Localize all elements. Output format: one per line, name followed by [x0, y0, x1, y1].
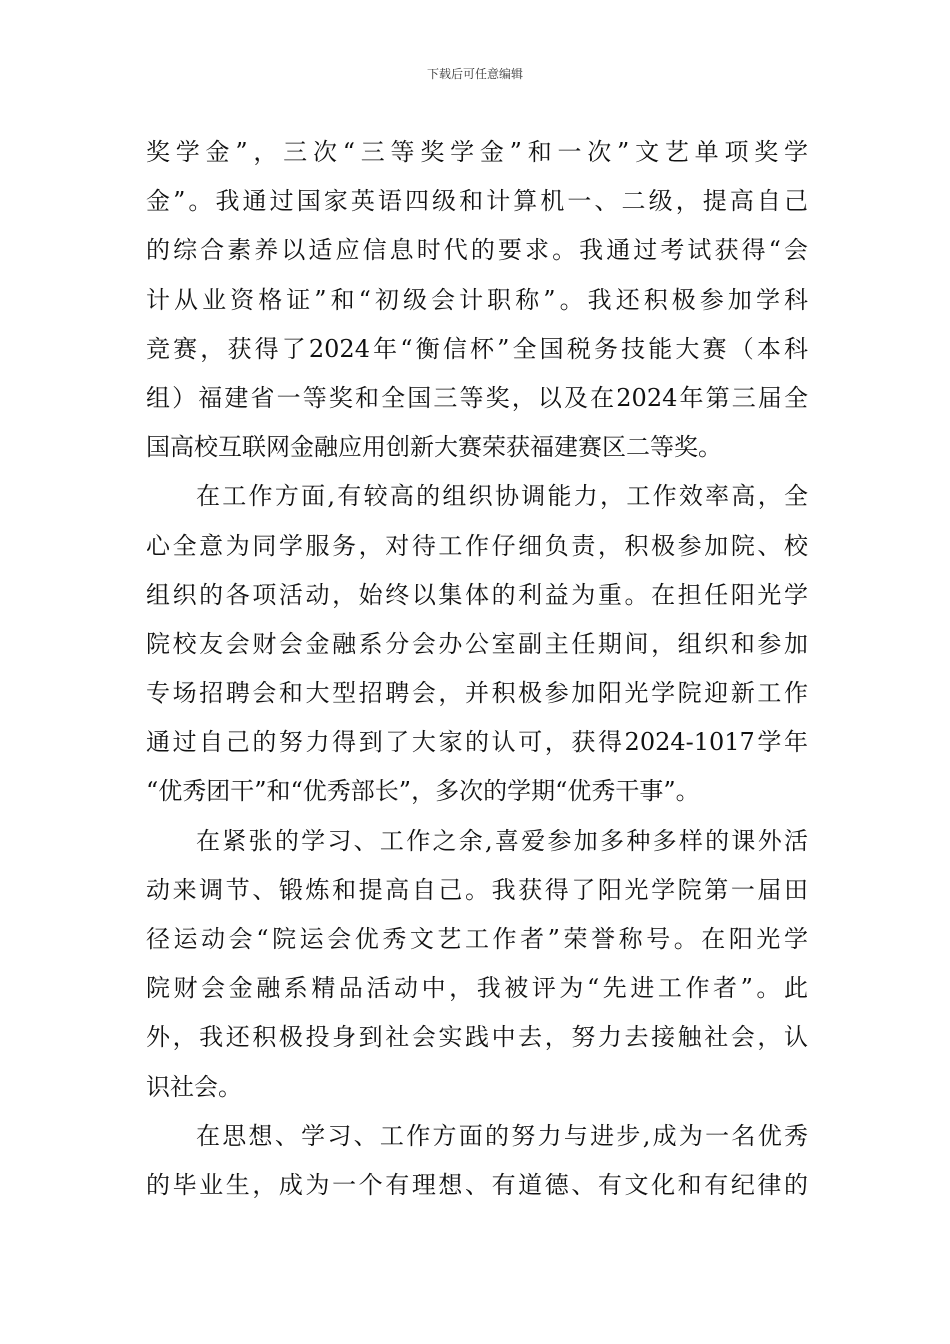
text-line: 识社会。: [146, 1072, 242, 1101]
paragraph-2: [146, 472, 808, 816]
document-body: [146, 128, 808, 1210]
text-line: 在思想、学习、工作方面的努力与进步,成为一名优秀: [196, 1121, 808, 1150]
text-line: 专场招聘会和大型招聘会，并积极参加阳光学院迎新工作: [146, 679, 808, 708]
text-line: 在工作方面,有较高的组织协调能力，工作效率高，全: [196, 482, 808, 511]
text-line: 外，我还积极投身到社会实践中去，努力去接触社会，认: [146, 1023, 808, 1052]
header-note: 下载后可任意编辑: [426, 67, 523, 81]
text-line: 组织的各项活动，始终以集体的利益为重。在担任阳光学: [146, 580, 808, 609]
page-header: [0, 66, 950, 82]
text-line: 计从业资格证”和“初级会计职称”。我还积极参加学科: [146, 285, 808, 314]
paragraph-1: [146, 128, 808, 472]
text-line: 奖学金”，三次“三等奖学金”和一次”文艺单项奖学: [146, 138, 808, 166]
paragraph-3: [146, 817, 808, 1112]
text-line: 动来调节、锻炼和提高自己。我获得了阳光学院第一届田: [146, 875, 808, 904]
paragraph-4: [146, 1112, 808, 1210]
text-line: 国高校互联网金融应用创新大赛荣获福建赛区二等奖。: [146, 433, 722, 462]
text-line: 金”。我通过国家英语四级和计算机一、二级，提高自己: [146, 187, 808, 216]
text-line: 的毕业生，成为一个有理想、有道德、有文化和有纪律的: [146, 1170, 808, 1199]
text-line: 通过自己的努力得到了大家的认可，获得2024-1017学年: [146, 728, 808, 757]
text-line: “优秀团干”和“优秀部长”，多次的学期“优秀干事”。: [146, 777, 700, 806]
text-line: 组）福建省一等奖和全国三等奖，以及在2024年第三届全: [146, 383, 808, 412]
text-line: 径运动会“院运会优秀文艺工作者”荣誉称号。在阳光学: [146, 925, 808, 953]
text-line: 在紧张的学习、工作之余,喜爱参加多种多样的课外活: [196, 826, 808, 855]
text-line: 的综合素养以适应信息时代的要求。我通过考试获得“会: [146, 236, 808, 265]
text-line: 院校友会财会金融系分会办公室副主任期间，组织和参加: [146, 629, 808, 658]
text-line: 院财会金融系精品活动中，我被评为“先进工作者”。此: [146, 974, 808, 1003]
text-line: 竞赛，获得了2024年“衡信杯”全国税务技能大赛（本科: [146, 334, 808, 363]
text-line: 心全意为同学服务，对待工作仔细负责，积极参加院、校: [146, 531, 808, 560]
